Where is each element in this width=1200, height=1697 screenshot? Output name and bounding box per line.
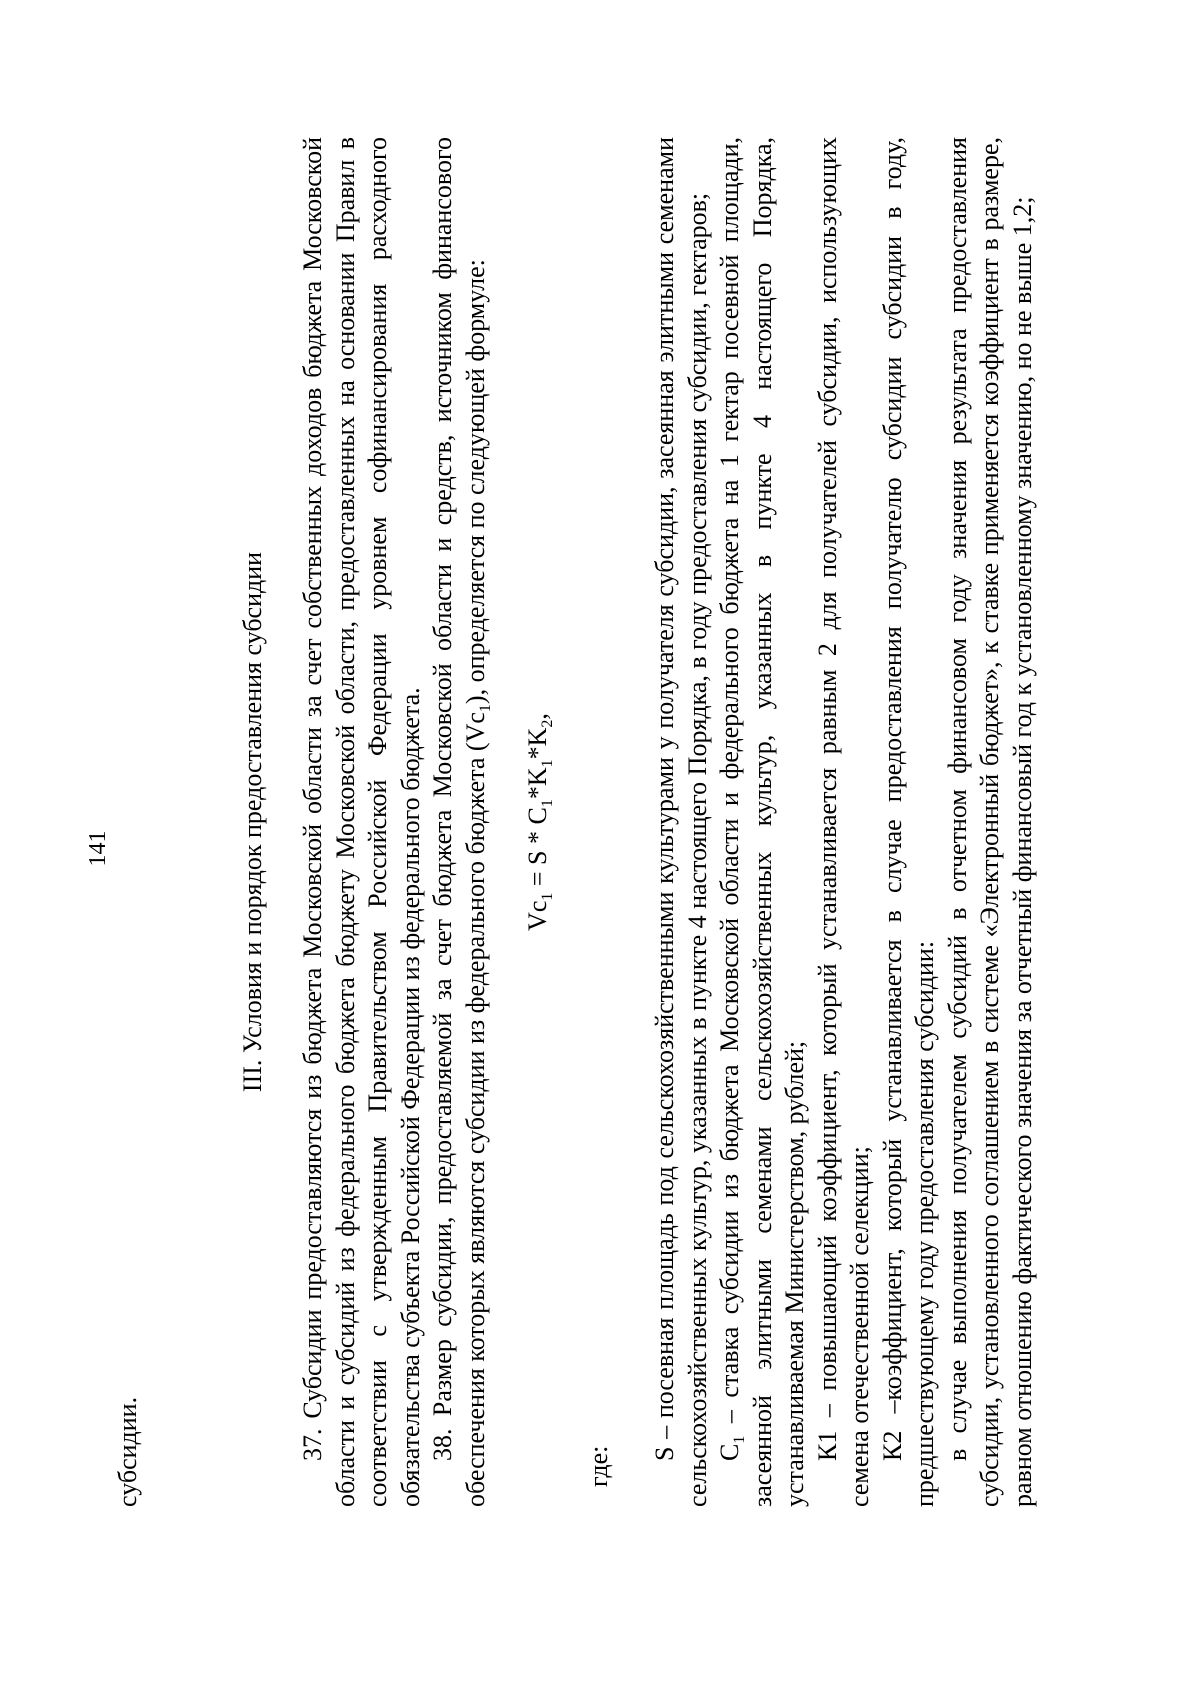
page-number: 141 <box>85 830 111 867</box>
definition-c1-symbol: C <box>715 1443 744 1461</box>
where-label: где: <box>583 1445 613 1487</box>
section-heading: III. Условия и порядок предоставления субсидии <box>237 551 267 1093</box>
formula-k2-subscript: 2 <box>539 719 557 728</box>
formula-lhs: Vc <box>523 900 552 931</box>
formula-k2: *K <box>523 727 552 760</box>
definition-c1-subscript: 1 <box>731 1435 749 1444</box>
definition-s: S – посевная площадь под сельскохозяйственными культурами у получателя субсидии, засеянная элитными семенами сельскохозяйственных культур, указанных в пункте 4 настоящего Порядка, в году предоставления субсидии, гектаров; <box>650 137 712 1507</box>
formula-k1-subscript: 1 <box>539 759 557 768</box>
definition-c1 <box>714 137 812 1507</box>
paragraph-38 <box>427 137 492 1507</box>
formula-end: , <box>523 713 552 720</box>
document-body <box>112 137 1039 1507</box>
definition-k1: К1 – повышающий коэффициент, который устанавливается равным 2 для получателей субсидии, использующих семена отечественной селекции; <box>812 137 874 1507</box>
top-line-text: субсидии. <box>113 1396 142 1507</box>
formula-c-subscript: 1 <box>539 799 557 808</box>
paragraph-37: 37. Субсидии предоставляются из бюджета Московской области за счет собственных доходов бюджета Московской области и субсидий из федерального бюджета бюджету Московской области, предоставленных на основании Правил в соответствии с утвержденным Правительством Российской Федерации уровнем софинансирования расходного обязательства субъекта Российской Федерации из федерального бюджета. <box>298 137 425 1507</box>
formula <box>522 137 555 1507</box>
definition-c1-text: – ставка субсидии из бюджета Московской области и федерального бюджета на 1 гектар посевной площади, засеянной элитными семенами сельскохозяйственных культур, указанных в пункте 4 настоящего Порядка, устанавливаемая Министерством, рублей; <box>715 137 809 1507</box>
paragraph-38-subscript: 1 <box>476 704 494 713</box>
formula-lhs-subscript: 1 <box>539 892 557 901</box>
paragraph-38-text-b: ), определяется по следующей формуле: <box>460 259 490 705</box>
definition-k2-case: в случае выполнения получателем субсидий в отчетном финансовом году значения результата предоставления субсидии, установленного соглашением в системе «Электронный бюджет», к ставке применяется коэффициент в размере, равном отношению фактического значения за отчетный финансовый год к установленному значению, но не выше 1,2; <box>942 137 1037 1507</box>
paragraph-38-text-a: 38. Размер субсидии, предоставляемой за счет бюджета Московской области и средств, источником финансового обеспечения которых являются субсидии из федерального бюджета (Vc <box>428 137 490 1507</box>
formula-mid: = S * C <box>523 807 552 893</box>
formula-k1: *K <box>523 767 552 800</box>
definition-k2: К2 –коэффициент, который устанавливается в случае предоставления получателю субсидии субсидии в году, предшествующему году предоставления субсидии: <box>877 137 939 1507</box>
